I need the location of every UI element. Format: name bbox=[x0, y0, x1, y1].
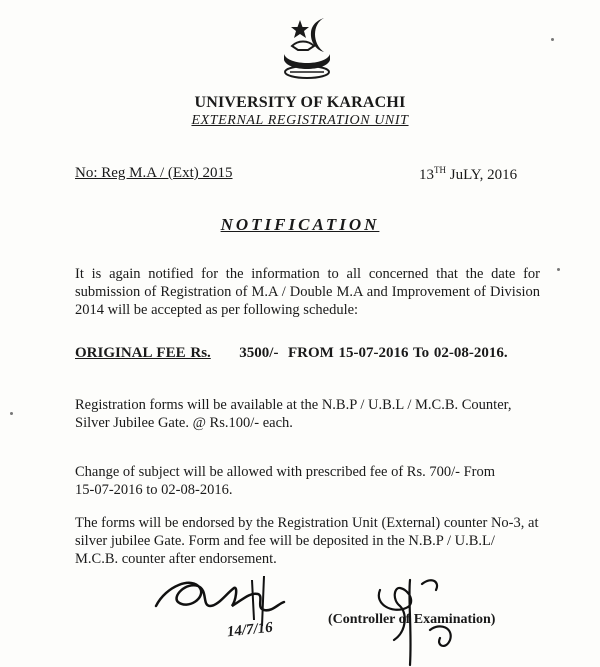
fee-amount: 3500/- bbox=[239, 345, 279, 361]
fee-schedule-line bbox=[75, 345, 508, 362]
scan-speck bbox=[551, 38, 554, 41]
fee-dates: FROM 15-07-2016 To 02-08-2016. bbox=[287, 345, 508, 361]
intro-paragraph: It is again notified for the information to all concerned that the date for submission of Registration of M.A / Double M.A and Improvement of Division 2014 will be accepted as per following schedule: bbox=[75, 266, 540, 318]
scan-speck bbox=[557, 268, 560, 271]
notice-date bbox=[419, 165, 517, 184]
signature-date: 14/7/16 bbox=[226, 619, 274, 641]
change-line-1: Change of subject will be allowed with prescribed fee of Rs. 700/- From bbox=[75, 464, 495, 480]
handwritten-signature-right bbox=[370, 570, 490, 667]
change-line-2: 15-07-2016 to 02-08-2016. bbox=[75, 482, 233, 498]
change-of-subject-paragraph bbox=[75, 463, 540, 499]
scan-speck bbox=[10, 412, 13, 415]
handwritten-signature-left bbox=[152, 566, 302, 656]
fee-label: ORIGINAL FEE Rs. bbox=[75, 345, 211, 361]
endorsement-paragraph: The forms will be endorsed by the Registration Unit (External) counter No-3, at silver jubilee Gate. Form and fee will be deposited in the N.B.P / U.B.L/ M.C.B. counter after endorsement. bbox=[75, 515, 539, 567]
university-name: UNIVERSITY OF KARACHI bbox=[194, 94, 406, 111]
signatory-title: (Controller of Examination) bbox=[328, 612, 496, 627]
reference-number: No: Reg M.A / (Ext) 2015 bbox=[75, 165, 233, 181]
university-crest-logo bbox=[278, 14, 336, 84]
date-day: 13 bbox=[419, 167, 434, 183]
date-suffix: TH bbox=[434, 165, 446, 175]
notification-heading: NOTIFICATION bbox=[220, 215, 380, 234]
unit-name: EXTERNAL REGISTRATION UNIT bbox=[191, 113, 409, 128]
date-month-year: JuLY, 2016 bbox=[449, 167, 518, 183]
availability-paragraph: Registration forms will be available at the N.B.P / U.B.L / M.C.B. Counter, Silver Jubilee Gate. @ Rs.100/- each. bbox=[75, 397, 512, 431]
